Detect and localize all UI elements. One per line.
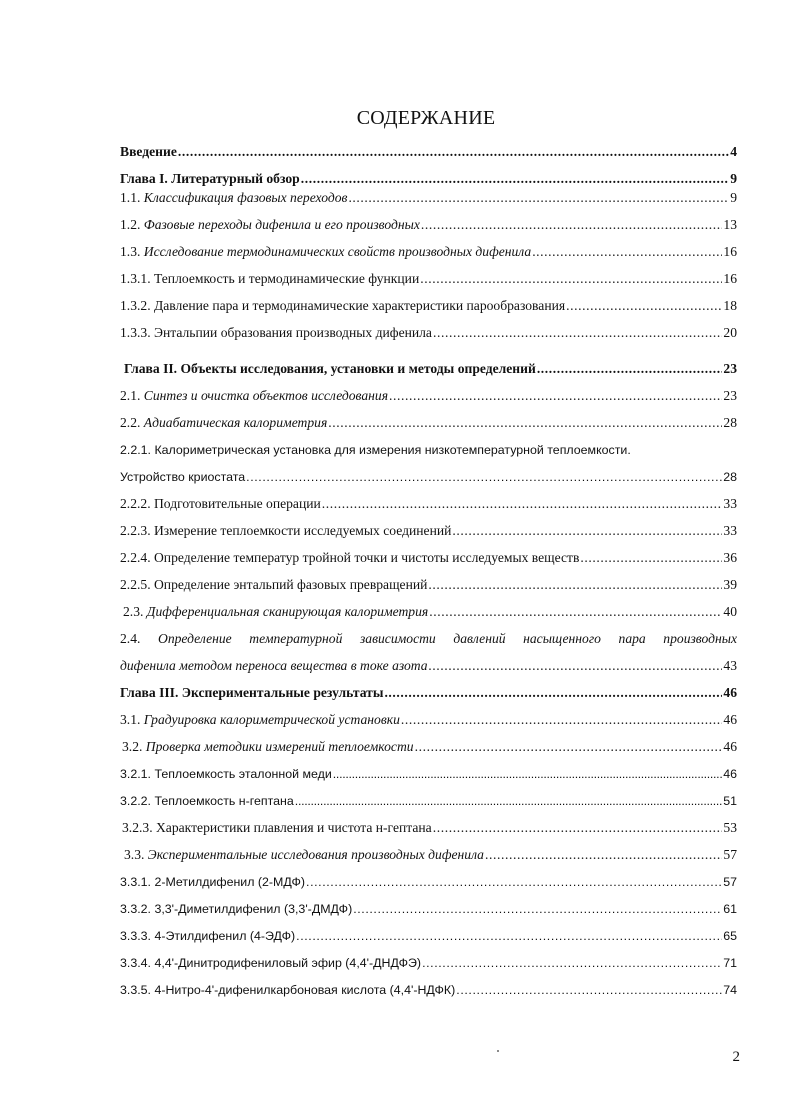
dot-leader bbox=[384, 682, 722, 704]
toc-entry-2-2-1-cont: Устройство криостата ..... 28 bbox=[120, 466, 737, 488]
toc-entry-3-1: 3.1. Градуировка калориметрической установки ..... 46 bbox=[120, 709, 737, 731]
toc-entry-3-3-4: 3.3.4. 4,4'-Динитродифениловый эфир (4,4'-ДНДФЭ) ..... 71 bbox=[120, 952, 737, 974]
dot-leader bbox=[353, 898, 722, 920]
toc-entry-2-2-3: 2.2.3. Измерение теплоемкости исследуемых соединений ..... 33 bbox=[120, 520, 737, 542]
dot-leader bbox=[422, 952, 722, 974]
toc-entry-2-2-2: 2.2.2. Подготовительные операции ..... 33 bbox=[120, 493, 737, 515]
toc-entry-1-2: 1.2. Фазовые переходы дифенила и его производных ..... 13 bbox=[120, 214, 737, 236]
toc-entry-2-1: 2.1. Синтез и очистка объектов исследования ..... 23 bbox=[120, 385, 737, 407]
toc-entry-2-4: 2.4. Определение температурной зависимости давлений насыщенного пара производных bbox=[120, 631, 738, 646]
scan-speck bbox=[497, 1050, 499, 1052]
page-number: 2 bbox=[732, 1049, 740, 1065]
toc-entry-3-2-3: 3.2.3. Характеристики плавления и чистота н-гептана ..... 53 bbox=[122, 817, 737, 839]
dot-leader bbox=[348, 187, 729, 209]
dot-leader bbox=[580, 547, 722, 569]
dot-leader bbox=[456, 979, 722, 1001]
dot-leader bbox=[401, 709, 723, 731]
toc-entry-3-3: 3.3. Экспериментальные исследования производных дифенила ..... 57 bbox=[124, 844, 737, 866]
toc-entry-2-2-5: 2.2.5. Определение энтальпий фазовых превращений ..... 39 bbox=[120, 574, 737, 596]
toc-entry-1-3-3: 1.3.3. Энтальпии образования производных дифенила ..... 20 bbox=[120, 322, 737, 344]
dot-leader bbox=[296, 925, 722, 947]
dot-leader bbox=[537, 358, 723, 380]
toc-entry-introduction: Введение ..... 4 bbox=[120, 141, 737, 163]
dot-leader bbox=[452, 520, 722, 542]
dot-leader bbox=[246, 466, 722, 488]
toc-entry-3-3-5: 3.3.5. 4-Нитро-4'-дифенилкарбоновая кислота (4,4'-НДФК) ..... 74 bbox=[120, 979, 737, 1001]
page-title: СОДЕРЖАНИЕ bbox=[356, 107, 496, 129]
dot-leader bbox=[429, 655, 723, 677]
toc-entry-2-2: 2.2. Адиабатическая калориметрия ..... 28 bbox=[120, 412, 737, 434]
dot-leader bbox=[433, 817, 723, 839]
toc-entry-3-3-2: 3.3.2. 3,3'-Диметилдифенил (3,3'-ДМДФ) ..... 61 bbox=[120, 898, 737, 920]
toc-entry-1-3: 1.3. Исследование термодинамических свойств производных дифенила ..... 16 bbox=[120, 241, 737, 263]
toc-entry-3-2-2: 3.2.2. Теплоемкость н-гептана ..... 51 bbox=[120, 790, 737, 812]
dot-leader bbox=[485, 844, 722, 866]
dot-leader bbox=[566, 295, 722, 317]
toc-entry-3-3-3: 3.3.3. 4-Этилдифенил (4-ЭДФ) ..... 65 bbox=[120, 925, 737, 947]
toc-entry-3-3-1: 3.3.1. 2-Метилдифенил (2-МДФ) ..... 57 bbox=[120, 871, 737, 893]
dot-leader bbox=[433, 322, 722, 344]
toc-entry-1-3-1: 1.3.1. Теплоемкость и термодинамические функции ..... 16 bbox=[120, 268, 737, 290]
toc-entry-2-2-1: 2.2.1. Калориметрическая установка для измерения низкотемпературной теплоемкости. bbox=[120, 443, 631, 457]
toc-entry-2-4-cont: дифенила методом переноса вещества в токе азота ..... 43 bbox=[120, 655, 737, 677]
dot-leader bbox=[178, 141, 729, 163]
toc-entry-chapter-1: Глава I. Литературный обзор ..... 9 bbox=[120, 168, 737, 190]
dot-leader bbox=[415, 736, 723, 758]
toc-entry-3-2-1: 3.2.1. Теплоемкость эталонной меди ..... 46 bbox=[120, 763, 737, 785]
toc-entry-2-2-4: 2.2.4. Определение температур тройной точки и чистоты исследуемых веществ ..... 36 bbox=[120, 547, 737, 569]
dot-leader bbox=[306, 871, 722, 893]
dot-leader bbox=[389, 385, 722, 407]
dot-leader bbox=[295, 790, 722, 812]
dot-leader bbox=[429, 601, 722, 623]
toc-entry-2-3: 2.3. Дифференциальная сканирующая калориметрия ..... 40 bbox=[123, 601, 737, 623]
dot-leader bbox=[428, 574, 722, 596]
toc-entry-3-2: 3.2. Проверка методики измерений теплоемкости ..... 46 bbox=[122, 736, 737, 758]
dot-leader bbox=[421, 214, 723, 236]
dot-leader bbox=[322, 493, 723, 515]
toc-entry-chapter-2: Глава II. Объекты исследования, установки и методы определений ..... 23 bbox=[124, 358, 737, 380]
dot-leader bbox=[328, 412, 722, 434]
dot-leader bbox=[532, 241, 722, 263]
toc-entry-1-1: 1.1. Классификация фазовых переходов ..... 9 bbox=[120, 187, 737, 209]
dot-leader bbox=[420, 268, 722, 290]
toc-entry-1-3-2: 1.3.2. Давление пара и термодинамические характеристики парообразования ..... 18 bbox=[120, 295, 737, 317]
toc-entry-chapter-3: Глава III. Экспериментальные результаты ..... 46 bbox=[120, 682, 737, 704]
dot-leader bbox=[333, 763, 722, 785]
